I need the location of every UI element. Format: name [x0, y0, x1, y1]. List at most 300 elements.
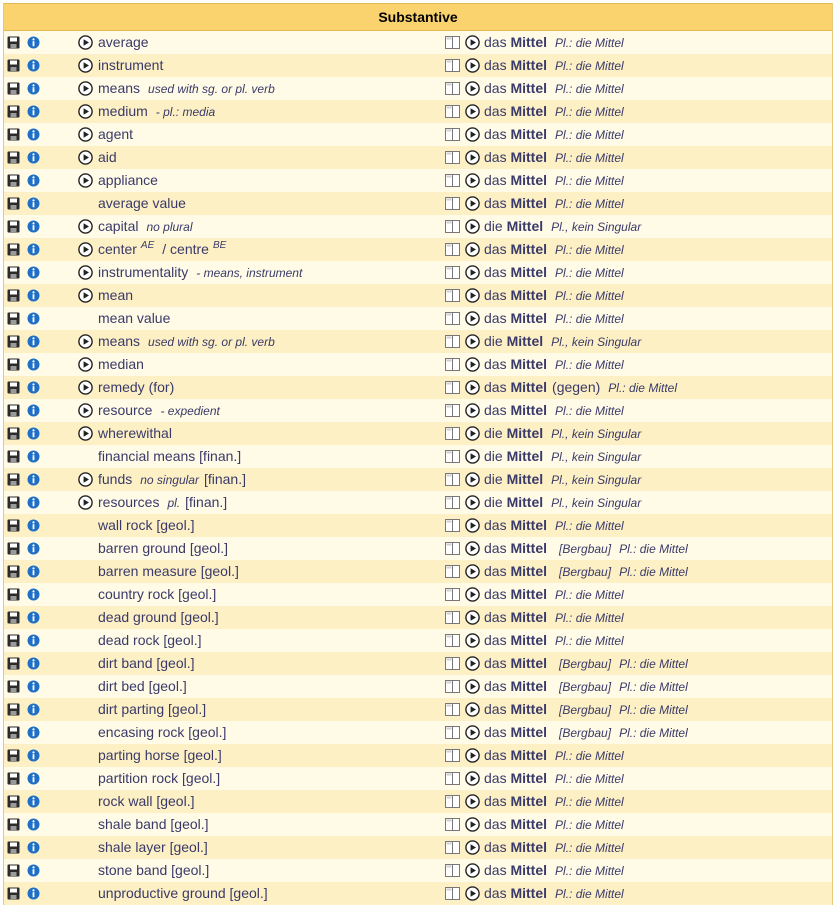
save-icon[interactable] [7, 841, 20, 854]
info-icon[interactable] [27, 542, 40, 555]
english-word: wall rock [geol.] [98, 517, 195, 533]
play-icon[interactable] [465, 633, 480, 648]
german-term[interactable] [484, 468, 641, 492]
play-icon[interactable] [78, 495, 93, 510]
english-word: appliance [98, 172, 158, 188]
info-icon[interactable] [27, 312, 40, 325]
table-row [4, 836, 832, 859]
english-term[interactable] [98, 721, 226, 744]
play-icon[interactable] [465, 196, 480, 211]
english-term[interactable] [98, 514, 194, 537]
english-term[interactable] [98, 445, 241, 468]
table-row [4, 491, 832, 514]
play-icon[interactable] [465, 81, 480, 96]
german-word: Mittel [506, 425, 544, 441]
save-icon[interactable] [7, 404, 20, 417]
book-icon[interactable] [445, 611, 460, 624]
english-term[interactable] [98, 583, 216, 606]
subject-tag: [finan.] [203, 471, 246, 487]
info-icon[interactable] [27, 611, 40, 624]
save-icon[interactable] [7, 749, 20, 762]
info-icon[interactable] [27, 289, 40, 302]
german-term[interactable] [484, 238, 624, 262]
book-icon[interactable] [445, 243, 460, 256]
play-icon[interactable] [78, 173, 93, 188]
english-term[interactable] [98, 882, 268, 905]
german-article: die [484, 333, 503, 349]
german-term[interactable] [484, 767, 624, 791]
english-note: - means, instrument [196, 266, 303, 280]
info-icon[interactable] [27, 772, 40, 785]
table-row [4, 445, 832, 468]
english-term[interactable] [98, 813, 209, 836]
save-icon[interactable] [7, 450, 20, 463]
play-icon[interactable] [465, 426, 480, 441]
save-icon[interactable] [7, 289, 20, 302]
save-icon[interactable] [7, 197, 20, 210]
german-note: Pl.: die Mittel [555, 611, 624, 625]
german-word: Mittel [510, 57, 548, 73]
book-icon[interactable] [445, 887, 460, 900]
english-term[interactable] [98, 790, 194, 813]
book-icon[interactable] [445, 220, 460, 233]
book-icon[interactable] [445, 312, 460, 325]
german-term[interactable] [484, 744, 624, 768]
english-term[interactable] [98, 675, 187, 698]
book-icon[interactable] [445, 381, 460, 394]
german-term[interactable] [484, 31, 624, 55]
german-term[interactable] [484, 882, 624, 906]
play-icon[interactable] [465, 150, 480, 165]
book-icon[interactable] [445, 749, 460, 762]
play-icon[interactable] [465, 242, 480, 257]
english-term[interactable] [98, 698, 206, 721]
table-row [4, 629, 832, 652]
book-icon[interactable] [445, 588, 460, 601]
english-term[interactable] [98, 31, 149, 54]
english-term[interactable] [98, 422, 172, 445]
info-icon[interactable] [27, 795, 40, 808]
info-icon[interactable] [27, 174, 40, 187]
german-term[interactable] [484, 353, 624, 377]
info-icon[interactable] [27, 197, 40, 210]
info-icon[interactable] [27, 59, 40, 72]
info-icon[interactable] [27, 588, 40, 601]
save-icon[interactable] [7, 335, 20, 348]
book-icon[interactable] [445, 151, 460, 164]
book-icon[interactable] [445, 174, 460, 187]
german-term[interactable] [484, 169, 624, 193]
german-term[interactable] [484, 698, 688, 722]
english-term[interactable] [98, 77, 275, 101]
save-icon[interactable] [7, 128, 20, 141]
german-article: das [484, 839, 507, 855]
info-icon[interactable] [27, 427, 40, 440]
german-term[interactable] [484, 376, 677, 400]
play-icon[interactable] [465, 173, 480, 188]
save-icon[interactable] [7, 381, 20, 394]
info-icon[interactable] [27, 496, 40, 509]
info-icon[interactable] [27, 565, 40, 578]
play-icon[interactable] [78, 219, 93, 234]
info-icon[interactable] [27, 680, 40, 693]
german-term[interactable] [484, 652, 688, 676]
english-term[interactable] [98, 353, 144, 376]
play-icon[interactable] [465, 472, 480, 487]
english-term[interactable] [98, 284, 133, 307]
play-icon[interactable] [465, 58, 480, 73]
book-icon[interactable] [445, 59, 460, 72]
german-article: das [484, 655, 507, 671]
play-icon[interactable] [78, 127, 93, 142]
german-term[interactable] [484, 146, 624, 170]
book-icon[interactable] [445, 841, 460, 854]
english-term[interactable] [98, 491, 227, 515]
info-icon[interactable] [27, 657, 40, 670]
german-extra: [Bergbau] [559, 703, 612, 717]
german-word: Mittel [510, 356, 548, 372]
play-icon[interactable] [78, 380, 93, 395]
german-term[interactable] [484, 629, 624, 653]
save-icon[interactable] [7, 519, 20, 532]
german-term[interactable] [484, 215, 641, 239]
english-term[interactable] [98, 468, 246, 492]
save-icon[interactable] [7, 266, 20, 279]
english-variant: / centre [162, 241, 209, 257]
save-icon[interactable] [7, 657, 20, 670]
info-icon[interactable] [27, 473, 40, 486]
play-icon[interactable] [78, 242, 93, 257]
german-term[interactable] [484, 514, 624, 538]
book-icon[interactable] [445, 358, 460, 371]
german-article: das [484, 862, 507, 878]
german-note: Pl.: die Mittel [619, 703, 688, 717]
english-term[interactable] [98, 169, 158, 192]
info-icon[interactable] [27, 404, 40, 417]
german-note: Pl.: die Mittel [555, 634, 624, 648]
play-icon[interactable] [78, 357, 93, 372]
english-term[interactable] [98, 100, 215, 124]
german-article: das [484, 126, 507, 142]
english-term[interactable] [98, 215, 193, 239]
save-icon[interactable] [7, 59, 20, 72]
save-icon[interactable] [7, 887, 20, 900]
play-icon[interactable] [78, 426, 93, 441]
info-icon[interactable] [27, 450, 40, 463]
save-icon[interactable] [7, 243, 20, 256]
save-icon[interactable] [7, 151, 20, 164]
save-icon[interactable] [7, 611, 20, 624]
save-icon[interactable] [7, 542, 20, 555]
save-icon[interactable] [7, 680, 20, 693]
german-word: Mittel [510, 402, 548, 418]
german-word: Mittel [510, 655, 548, 671]
english-term[interactable] [98, 261, 302, 285]
book-icon[interactable] [445, 542, 460, 555]
book-icon[interactable] [445, 496, 460, 509]
save-icon[interactable] [7, 795, 20, 808]
play-icon[interactable] [78, 265, 93, 280]
german-term[interactable] [484, 813, 624, 837]
english-term[interactable] [98, 652, 195, 675]
play-icon[interactable] [465, 219, 480, 234]
info-icon[interactable] [27, 36, 40, 49]
german-word: Mittel [506, 448, 544, 464]
play-icon[interactable] [465, 725, 480, 740]
book-icon[interactable] [445, 565, 460, 578]
book-icon[interactable] [445, 289, 460, 302]
play-icon[interactable] [465, 127, 480, 142]
save-icon[interactable] [7, 36, 20, 49]
german-term[interactable] [484, 675, 688, 699]
german-term[interactable] [484, 859, 624, 883]
english-term[interactable] [98, 744, 222, 767]
english-term[interactable] [98, 307, 170, 330]
save-icon[interactable] [7, 473, 20, 486]
english-term[interactable] [98, 629, 202, 652]
save-icon[interactable] [7, 864, 20, 877]
german-term[interactable] [484, 583, 624, 607]
play-icon[interactable] [78, 288, 93, 303]
german-article: das [484, 379, 507, 395]
save-icon[interactable] [7, 82, 20, 95]
info-icon[interactable] [27, 864, 40, 877]
save-icon[interactable] [7, 726, 20, 739]
german-note: Pl.: die Mittel [555, 151, 624, 165]
save-icon[interactable] [7, 427, 20, 440]
german-article: das [484, 402, 507, 418]
english-note: - pl.: media [155, 105, 216, 119]
german-note: Pl.: die Mittel [555, 312, 624, 326]
german-term[interactable] [484, 261, 624, 285]
german-term[interactable] [484, 77, 624, 101]
english-term[interactable] [98, 238, 226, 261]
book-icon[interactable] [445, 197, 460, 210]
play-icon[interactable] [465, 403, 480, 418]
info-icon[interactable] [27, 634, 40, 647]
play-icon[interactable] [465, 863, 480, 878]
play-icon[interactable] [465, 564, 480, 579]
play-icon[interactable] [465, 794, 480, 809]
german-extra: [Bergbau] [559, 680, 612, 694]
english-word: remedy (for) [98, 379, 175, 395]
book-icon[interactable] [445, 473, 460, 486]
play-icon[interactable] [465, 748, 480, 763]
play-icon[interactable] [465, 35, 480, 50]
info-icon[interactable] [27, 703, 40, 716]
english-note: used with sg. or pl. verb [148, 335, 275, 349]
save-icon[interactable] [7, 818, 20, 831]
play-icon[interactable] [465, 265, 480, 280]
save-icon[interactable] [7, 312, 20, 325]
save-icon[interactable] [7, 565, 20, 578]
save-icon[interactable] [7, 772, 20, 785]
book-icon[interactable] [445, 519, 460, 532]
play-icon[interactable] [465, 656, 480, 671]
info-icon[interactable] [27, 726, 40, 739]
book-icon[interactable] [445, 703, 460, 716]
book-icon[interactable] [445, 450, 460, 463]
german-article: das [484, 241, 507, 257]
play-icon[interactable] [465, 357, 480, 372]
save-icon[interactable] [7, 358, 20, 371]
book-icon[interactable] [445, 105, 460, 118]
save-icon[interactable] [7, 174, 20, 187]
play-icon[interactable] [465, 840, 480, 855]
play-icon[interactable] [78, 334, 93, 349]
info-icon[interactable] [27, 128, 40, 141]
english-term[interactable] [98, 859, 209, 882]
save-icon[interactable] [7, 220, 20, 233]
german-term[interactable] [484, 422, 641, 446]
german-term[interactable] [484, 330, 641, 354]
book-icon[interactable] [445, 128, 460, 141]
german-article: das [484, 172, 507, 188]
german-term[interactable] [484, 537, 688, 561]
english-term[interactable] [98, 146, 117, 169]
save-icon[interactable] [7, 105, 20, 118]
play-icon[interactable] [465, 886, 480, 901]
german-term[interactable] [484, 54, 624, 78]
german-term[interactable] [484, 836, 624, 860]
german-note: Pl.: die Mittel [555, 82, 624, 96]
play-icon[interactable] [465, 518, 480, 533]
info-icon[interactable] [27, 358, 40, 371]
play-icon[interactable] [78, 150, 93, 165]
play-icon[interactable] [78, 35, 93, 50]
book-icon[interactable] [445, 772, 460, 785]
info-icon[interactable] [27, 818, 40, 831]
german-term[interactable] [484, 307, 624, 331]
german-word: Mittel [506, 471, 544, 487]
english-term[interactable] [98, 123, 133, 146]
save-icon[interactable] [7, 703, 20, 716]
english-term[interactable] [98, 192, 186, 215]
save-icon[interactable] [7, 634, 20, 647]
play-icon[interactable] [78, 472, 93, 487]
german-term[interactable] [484, 284, 624, 308]
info-icon[interactable] [27, 220, 40, 233]
info-icon[interactable] [27, 381, 40, 394]
book-icon[interactable] [445, 634, 460, 647]
german-note: Pl.: die Mittel [555, 749, 624, 763]
info-icon[interactable] [27, 335, 40, 348]
german-article: das [484, 586, 507, 602]
german-term[interactable] [484, 123, 624, 147]
play-icon[interactable] [465, 449, 480, 464]
info-icon[interactable] [27, 151, 40, 164]
english-term[interactable] [98, 836, 208, 859]
german-term[interactable] [484, 100, 624, 124]
book-icon[interactable] [445, 680, 460, 693]
german-term[interactable] [484, 560, 688, 584]
book-icon[interactable] [445, 335, 460, 348]
german-note: Pl., kein Singular [551, 496, 642, 510]
book-icon[interactable] [445, 864, 460, 877]
info-icon[interactable] [27, 749, 40, 762]
english-term[interactable] [98, 54, 163, 77]
play-icon[interactable] [465, 679, 480, 694]
play-icon[interactable] [78, 81, 93, 96]
english-term[interactable] [98, 330, 275, 354]
book-icon[interactable] [445, 795, 460, 808]
play-icon[interactable] [465, 541, 480, 556]
play-icon[interactable] [78, 104, 93, 119]
english-word: financial means [finan.] [98, 448, 242, 464]
info-icon[interactable] [27, 243, 40, 256]
book-icon[interactable] [445, 82, 460, 95]
info-icon[interactable] [27, 266, 40, 279]
book-icon[interactable] [445, 818, 460, 831]
table-row [4, 813, 832, 836]
book-icon[interactable] [445, 266, 460, 279]
german-term[interactable] [484, 192, 624, 216]
english-term[interactable] [98, 767, 220, 790]
play-icon[interactable] [78, 58, 93, 73]
info-icon[interactable] [27, 105, 40, 118]
save-icon[interactable] [7, 588, 20, 601]
play-icon[interactable] [465, 104, 480, 119]
play-icon[interactable] [465, 288, 480, 303]
play-icon[interactable] [465, 702, 480, 717]
english-word: instrumentality [98, 264, 189, 280]
english-term[interactable] [98, 537, 228, 560]
english-word: stone band [geol.] [98, 862, 210, 878]
subject-tag: [finan.] [185, 494, 228, 510]
play-icon[interactable] [465, 610, 480, 625]
play-icon[interactable] [465, 334, 480, 349]
german-extra: [Bergbau] [559, 542, 612, 556]
german-term[interactable] [484, 445, 641, 469]
book-icon[interactable] [445, 404, 460, 417]
play-icon[interactable] [465, 817, 480, 832]
book-icon[interactable] [445, 726, 460, 739]
table-row [4, 123, 832, 146]
german-term[interactable] [484, 399, 624, 423]
table-row [4, 31, 832, 54]
info-icon[interactable] [27, 519, 40, 532]
german-term[interactable] [484, 491, 641, 515]
play-icon[interactable] [78, 403, 93, 418]
save-icon[interactable] [7, 496, 20, 509]
play-icon[interactable] [465, 311, 480, 326]
english-word: agent [98, 126, 134, 142]
book-icon[interactable] [445, 427, 460, 440]
german-note: Pl.: die Mittel [555, 404, 624, 418]
english-term[interactable] [98, 376, 174, 399]
play-icon[interactable] [465, 771, 480, 786]
english-term[interactable] [98, 399, 220, 423]
german-article: die [484, 218, 503, 234]
info-icon[interactable] [27, 82, 40, 95]
english-term[interactable] [98, 606, 219, 629]
book-icon[interactable] [445, 657, 460, 670]
german-term[interactable] [484, 606, 624, 630]
german-extra: [Bergbau] [559, 657, 612, 671]
play-icon[interactable] [465, 587, 480, 602]
info-icon[interactable] [27, 841, 40, 854]
play-icon[interactable] [465, 380, 480, 395]
english-term[interactable] [98, 560, 239, 583]
info-icon[interactable] [27, 887, 40, 900]
table-row [4, 514, 832, 537]
german-term[interactable] [484, 721, 688, 745]
german-term[interactable] [484, 790, 624, 814]
book-icon[interactable] [445, 36, 460, 49]
german-word: Mittel [506, 333, 544, 349]
table-row [4, 698, 832, 721]
play-icon[interactable] [465, 495, 480, 510]
